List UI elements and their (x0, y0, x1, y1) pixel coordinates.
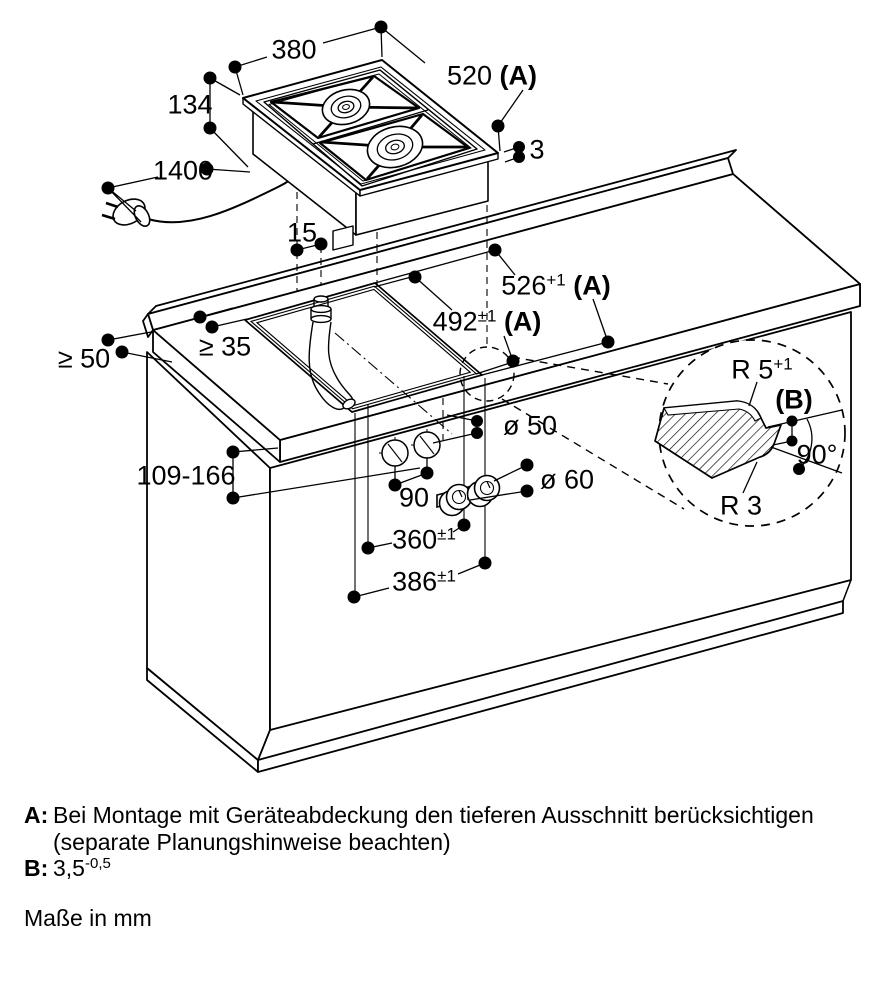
dim-134-label: 134 (167, 89, 213, 120)
power-plug-icon (102, 194, 153, 230)
dim-109-166-label: 109-166 (136, 460, 236, 491)
dim-492-label: $492^{\pm 1}$ (A) (432, 306, 542, 337)
dim-386-label: $386^{\pm 1}$ (392, 566, 456, 597)
dim-520-label: 520 (A) (446, 60, 538, 91)
dim-3-label: 3 (529, 134, 545, 165)
dim-min35-label: ≥ 35 (198, 331, 252, 362)
dim-1400-label: 1400 (152, 155, 214, 186)
note-a-line2: (separate Planungshinweise beachten) (53, 829, 451, 855)
note-a-line1: A: Bei Montage mit Geräteabdeckung den tieferen Ausschnitt berücksichtigen (24, 802, 814, 828)
dim-dia50-label: ø 50 (502, 410, 558, 441)
dim-15-label: 15 (286, 217, 318, 248)
dim-r5-label: R $5^{+1}$ (731, 354, 793, 385)
dim-380-label: 380 (271, 34, 317, 65)
dim-b-ref-label: (B) (775, 384, 813, 415)
note-a-key: A: (24, 802, 49, 828)
dim-r3-label: R 3 (719, 490, 763, 521)
dim-min50-label: ≥ 50 (57, 343, 111, 374)
dim-526-label: $526^{+1}$ (A) (501, 270, 611, 301)
note-units: Maße in mm (24, 905, 152, 931)
dim-90-label: 90 (398, 482, 430, 513)
dim-dia60-label: ø 60 (539, 464, 595, 495)
note-b: B: $3,5^{-0,5}$ (24, 855, 111, 881)
dim-90deg-label: 90° (796, 439, 838, 470)
note-b-key: B: (24, 855, 49, 881)
dim-360-label: $360^{\pm 1}$ (392, 524, 456, 555)
